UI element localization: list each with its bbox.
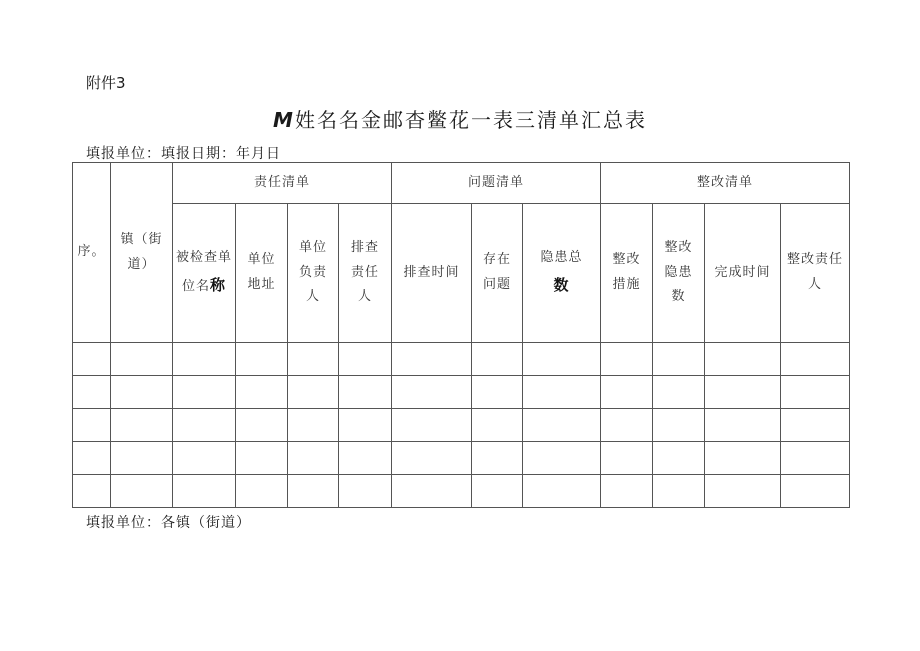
header-rectify-person: 整改责任人 <box>781 204 850 343</box>
header-group-responsibility: 责任清单 <box>173 163 392 204</box>
header-completion-time: 完成时间 <box>705 204 781 343</box>
table-row <box>73 475 850 508</box>
table-row <box>73 409 850 442</box>
header-unit-address: 单位地址 <box>236 204 288 343</box>
header-existing-issues: 存在问题 <box>472 204 523 343</box>
header-seq: 序。 <box>73 163 111 343</box>
header-inspected-unit: 被检查单位名称 <box>173 204 236 343</box>
header-unit-person: 单位负责人 <box>288 204 339 343</box>
header-rectify-hazard-count: 整改隐患数 <box>653 204 705 343</box>
header-inspector: 排查责任人 <box>339 204 392 343</box>
table-row <box>73 343 850 376</box>
title-text: 姓名名金邮杳鳖花一表三清单汇总表 <box>294 108 647 132</box>
header-rectify-measures: 整改措施 <box>601 204 653 343</box>
header-group-problem: 问题清单 <box>392 163 601 204</box>
header-town: 镇（街道） <box>111 163 173 343</box>
fill-info-line: 填报单位：填报日期：年月日 <box>86 146 281 162</box>
table-row <box>73 376 850 409</box>
summary-table <box>72 162 850 508</box>
footer-fill-unit: 填报单位：各镇（街道） <box>86 515 251 531</box>
header-hazard-total: 隐患总数 <box>523 204 601 343</box>
title-prefix-mark: M <box>273 108 295 132</box>
header-inspection-time: 排查时间 <box>392 204 472 343</box>
table-row <box>73 442 850 475</box>
attachment-label: 附件3 <box>86 74 126 92</box>
page-title <box>0 104 920 133</box>
header-group-rectification: 整改清单 <box>601 163 850 204</box>
